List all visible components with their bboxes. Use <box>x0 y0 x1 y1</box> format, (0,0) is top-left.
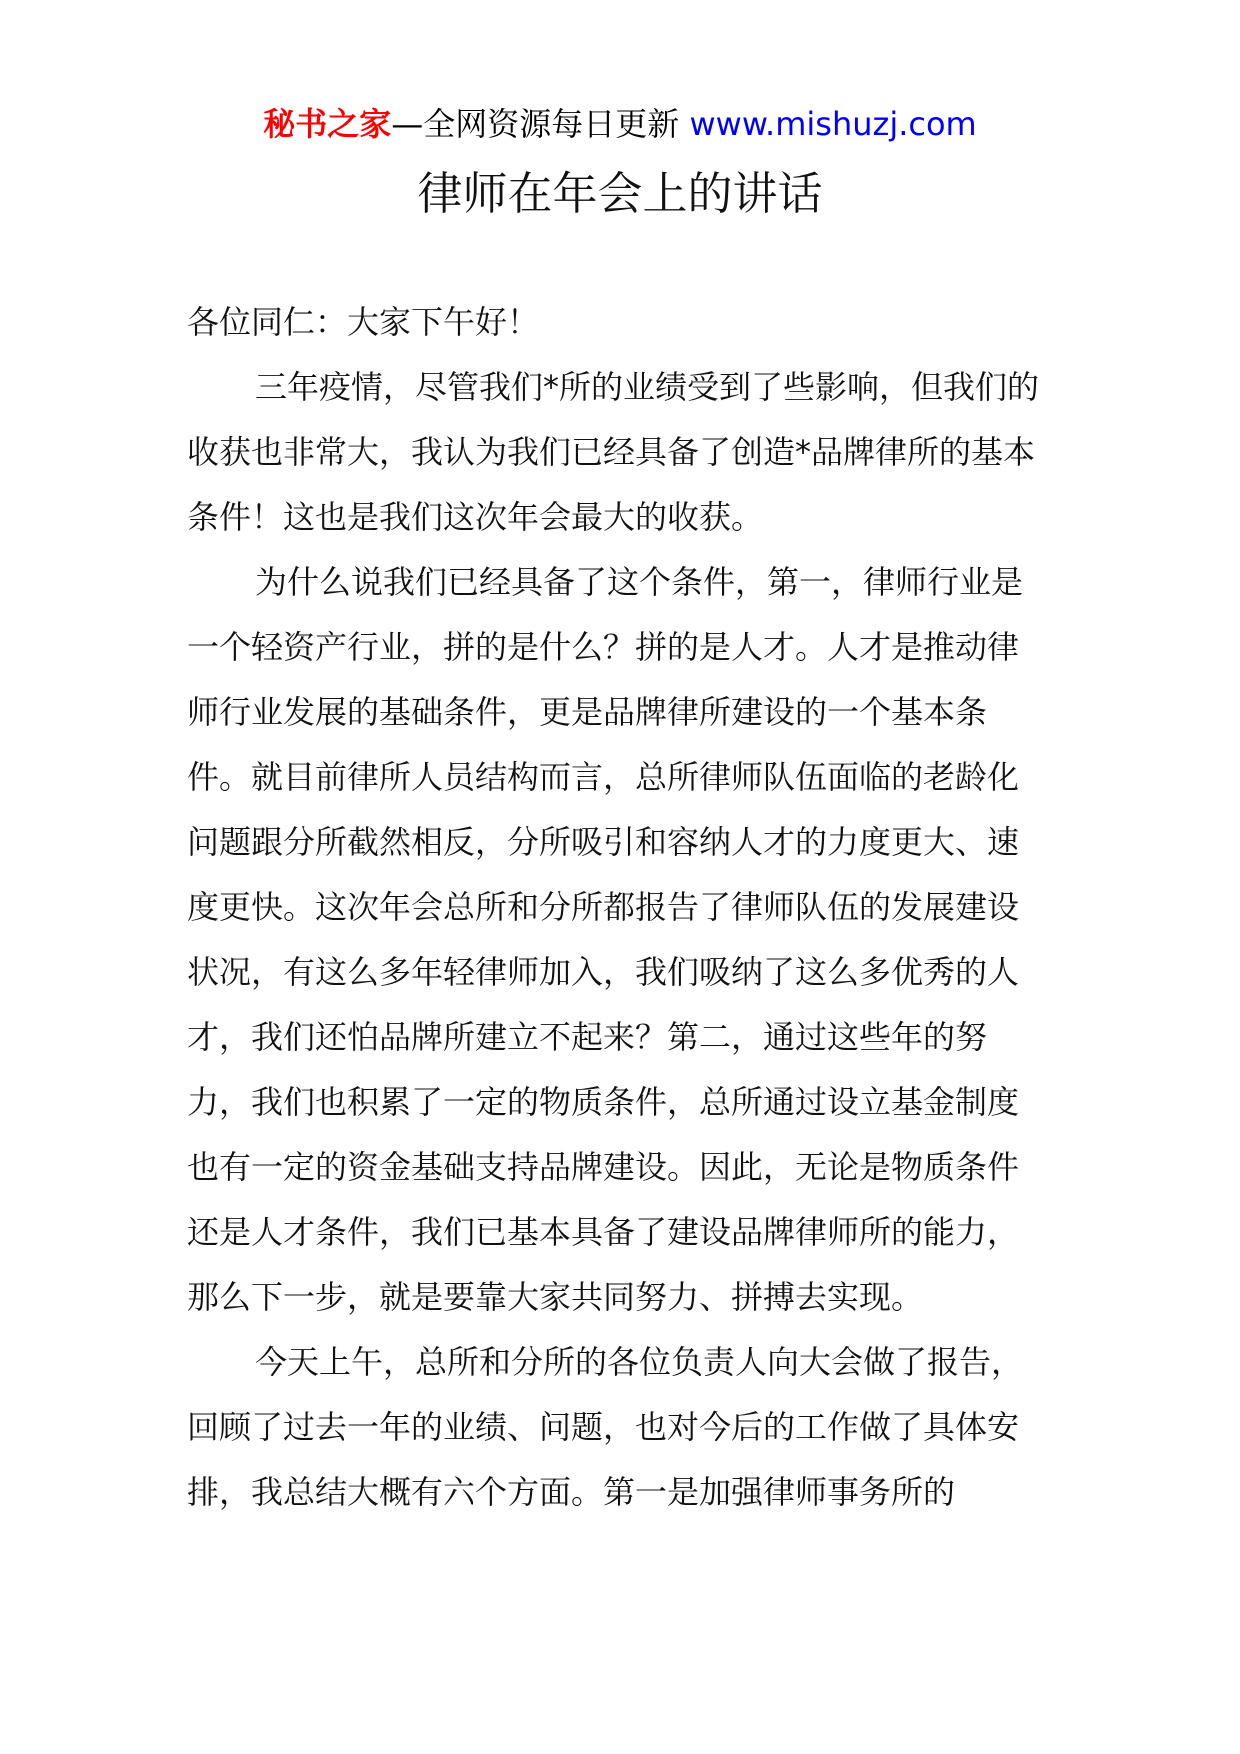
site-url-link[interactable]: www.mishuzj.com <box>689 105 977 143</box>
document-title: 律师在年会上的讲话 <box>417 167 823 220</box>
salutation: 各位同仁：大家下午好！ <box>187 303 540 341</box>
header-tagline: —全网资源每日更新 <box>391 105 680 143</box>
paragraph-1: 三年疫情，尽管我们*所的业绩受到了些影响，但我们的收获也非常大，我认为我们已经具备了创造*品牌律所的基本条件！这也是我们这次年会最大的收获。 <box>187 368 1040 536</box>
site-header <box>0 98 1240 150</box>
paragraph-2: 为什么说我们已经具备了这个条件，第一，律师行业是一个轻资产行业，拼的是什么？拼的是人才。人才是推动律师行业发展的基础条件，更是品牌律所建设的一个基本条件。就目前律所人员结构而言，总所律师队伍面临的老龄化问题跟分所截然相反，分所吸引和容纳人才的力度更大、速度更快。这次年会总所和分所都报告了律师队伍的发展建设状况，有这么多年轻律师加入，我们吸纳了这么多优秀的人才，我们还怕品牌所建立不起来？第二，通过这些年的努力，我们也积累了一定的物质条件，总所通过设立基金制度也有一定的资金基础支持品牌建设。因此，无论是物质条件还是人才条件，我们已基本具备了建设品牌律师所的能力，那么下一步，就是要靠大家共同努力、拼搏去实现。 <box>187 563 1024 1316</box>
document-body <box>187 290 1047 1525</box>
paragraph-3: 今天上午，总所和分所的各位负责人向大会做了报告，回顾了过去一年的业绩、问题，也对今后的工作做了具体安排，我总结大概有六个方面。第一是加强律师事务所的 <box>187 1343 1024 1511</box>
brand-name: 秘书之家 <box>263 105 392 143</box>
